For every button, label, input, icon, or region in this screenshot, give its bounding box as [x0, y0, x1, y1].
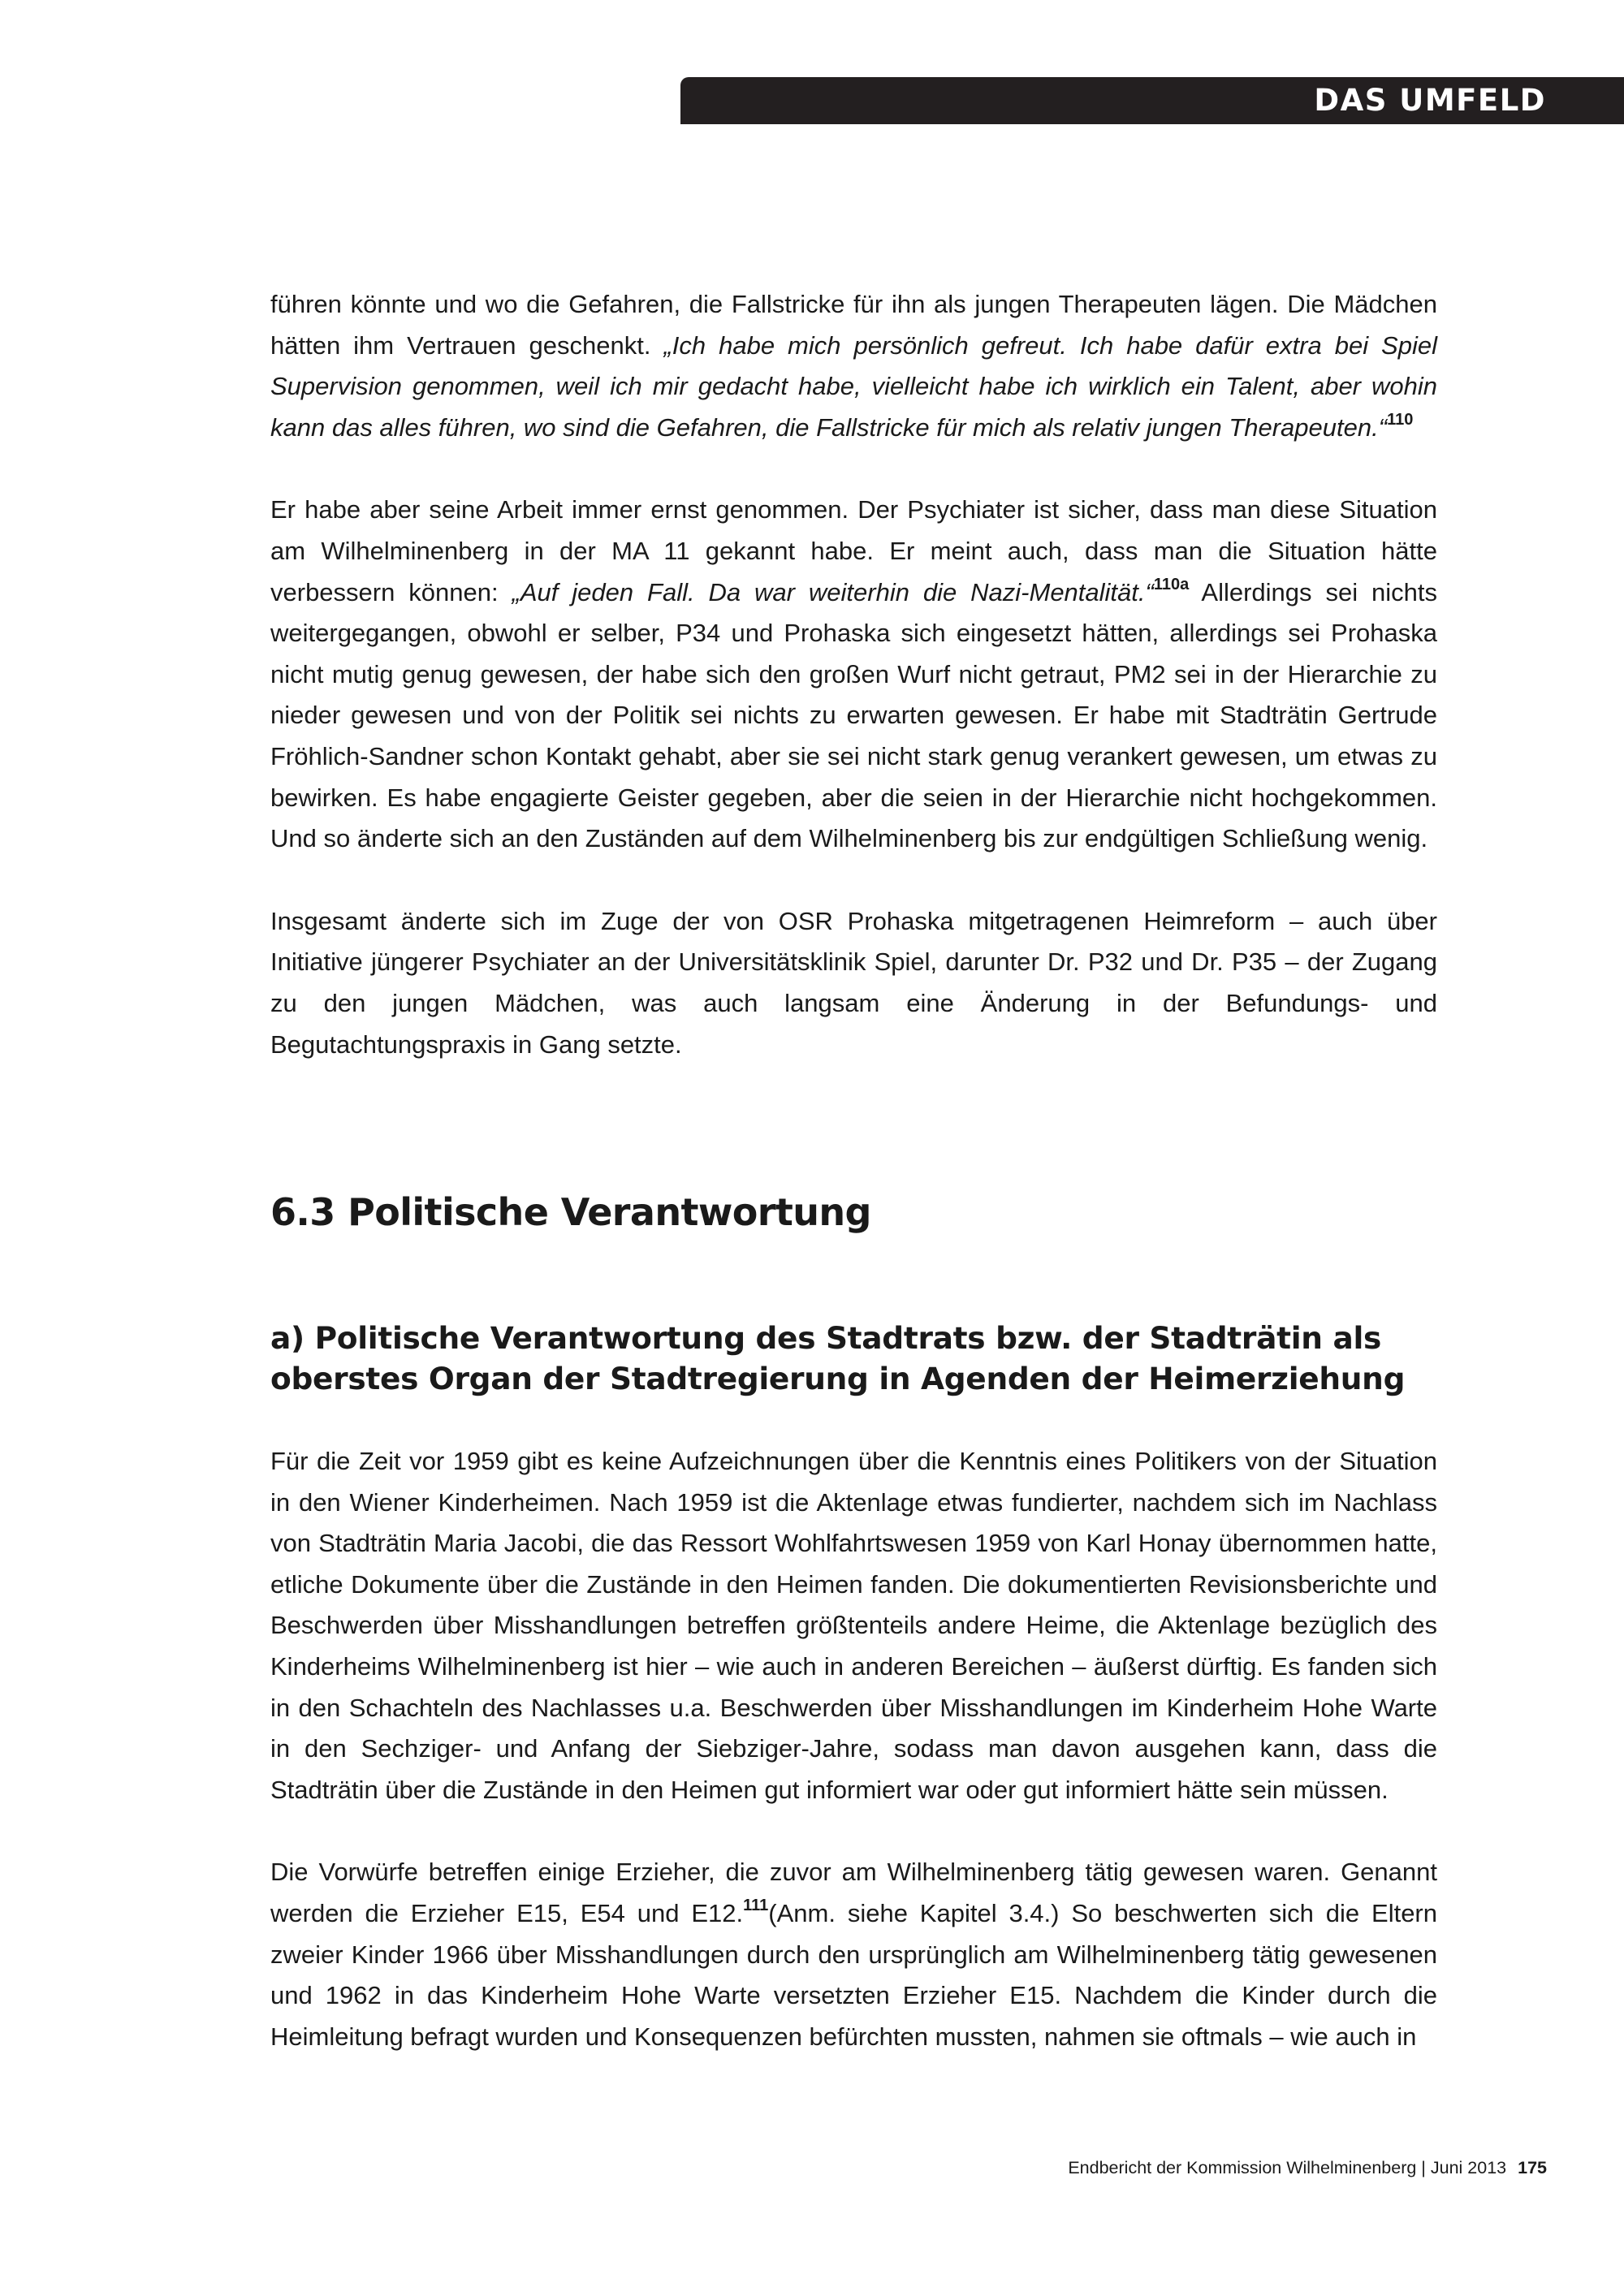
report-title: Endbericht der Kommission Wilhelminenberg | Juni 2013 [1068, 2158, 1507, 2177]
paragraph-2: Er habe aber seine Arbeit immer ernst genommen. Der Psychiater ist sicher, dass man diese Situation am Wilhelminenberg in der MA 11 gekannt habe. Er meint auch, dass man die Situation hätte verbessern können: „Auf jeden Fall. Da war weiterhin die Nazi-Mentalität.“$^{110a}$ Allerdings sei nichts weitergegangen, obwohl er selber, P34 und Prohaska sich eingesetzt hätten, allerdings sei Prohaska nicht mutig genug gewesen, der habe sich den großen Wurf nicht getraut, PM2 sei in der Hierarchie zu nieder gewesen und von der Politik sei nichts zu erwarten gewesen. Er habe mit Stadträtin Gertrude Fröhlich-Sandner schon Kontakt gehabt, aber sie sei nicht stark genug verankert gewesen, um etwas zu bewirken. Es habe engagierte Geister gegeben, aber die seien in der Hierarchie nicht hochgekommen. Und so änderte sich an den Zuständen auf dem Wilhelminenberg bis zur endgültigen Schließung wenig. [270, 495, 1437, 853]
subsection-heading: a) Politische Verantwortung des Stadtrats bzw. der Stadträtin als oberstes Organ der Stadtregierung in Agenden der Heimerziehung [270, 1320, 1406, 1397]
section-header-tab [680, 77, 1624, 124]
paragraph-1: führen könnte und wo die Gefahren, die Fallstricke für ihn als jungen Therapeuten lägen. Die Mädchen hätten ihm Vertrauen geschenkt. „Ich habe mich persönlich gefreut. Ich habe dafür extra bei Spiel Supervision genommen, weil ich mir gedacht habe, vielleicht habe ich wirklich ein Talent, aber wohin kann das alles führen, wo sind die Gefahren, die Fallstricke für mich als relativ jungen Therapeuten.“$^{110}$ [270, 290, 1437, 442]
footnote-ref-110[interactable]: 110 [1387, 410, 1414, 429]
page-number: 175 [1518, 2158, 1547, 2177]
quote-1: „Ich habe mich persönlich gefreut. Ich habe dafür extra bei Spiel Supervision genommen, weil ich mir gedacht habe, vielleicht habe ich wirklich ein Talent, aber wohin kann das alles führen, wo sind die Gefahren, die Fallstricke für mich als relativ jungen Therapeuten.“ [270, 330, 1437, 442]
page-footer [1068, 2158, 1547, 2178]
footnote-ref-110a[interactable]: 110a [1153, 575, 1190, 593]
paragraph-5: Die Vorwürfe betreffen einige Erzieher, die zuvor am Wilhelminenberg tätig gewesen waren. Genannt werden die Erzieher E15, E54 und E12.$^{111}$(Anm. siehe Kapitel 3.4.) So beschwerten sich die Eltern zweier Kinder 1966 über Misshandlungen durch den ursprünglich am Wilhelminenberg tätig gewesenen und 1962 in das Kinderheim Hohe Warte versetzten Erzieher E15. Nachdem die Kinder durch die Heimleitung befragt wurden und Konsequenzen befürchten mussten, nahmen sie oftmals – wie auch in [270, 1858, 1437, 2051]
paragraph-4: Für die Zeit vor 1959 gibt es keine Aufzeichnungen über die Kenntnis eines Politikers von der Situation in den Wiener Kinderheimen. Nach 1959 ist die Aktenlage etwas fundierter, nachdem sich im Nachlass von Stadträtin Maria Jacobi, die das Ressort Wohlfahrtswesen 1959 von Karl Honay übernommen hatte, etliche Dokumente über die Zustände in den Heimen fanden. Die dokumentierten Revisionsberichte und Beschwerden über Misshandlungen betreffen größtenteils andere Heime, die Aktenlage bezüglich des Kinderheims Wilhelminenberg ist hier – wie auch in anderen Bereichen – äußerst dürftig. Es fanden sich in den Schachteln des Nachlasses u.a. Beschwerden über Misshandlungen im Kinderheim Hohe Warte in den Sechziger- und Anfang der Siebziger-Jahre, sodass man davon ausgehen kann, dass die Stadträtin über die Zustände in den Heimen gut informiert war oder gut informiert hätte sein müssen. [270, 1447, 1437, 1804]
page-body [270, 284, 1437, 2057]
section-label: DAS UMFELD [1314, 83, 1546, 118]
paragraph-3: Insgesamt änderte sich im Zuge der von OSR Prohaska mitgetragenen Heimreform – auch über Initiative jüngerer Psychiater an der Universitätsklinik Spiel, darunter Dr. P32 und Dr. P35 – der Zugang zu den jungen Mädchen, was auch langsam eine Änderung in der Befundungs- und Begutachtungspraxis in Gang setzte. [270, 906, 1437, 1059]
footnote-ref-111[interactable]: 111 [743, 1897, 769, 1915]
section-heading: 6.3 Politische Verantwortung [270, 1190, 871, 1235]
quote-2: „Auf jeden Fall. Da war weiterhin die Nazi-Mentalität.“ [512, 577, 1154, 606]
